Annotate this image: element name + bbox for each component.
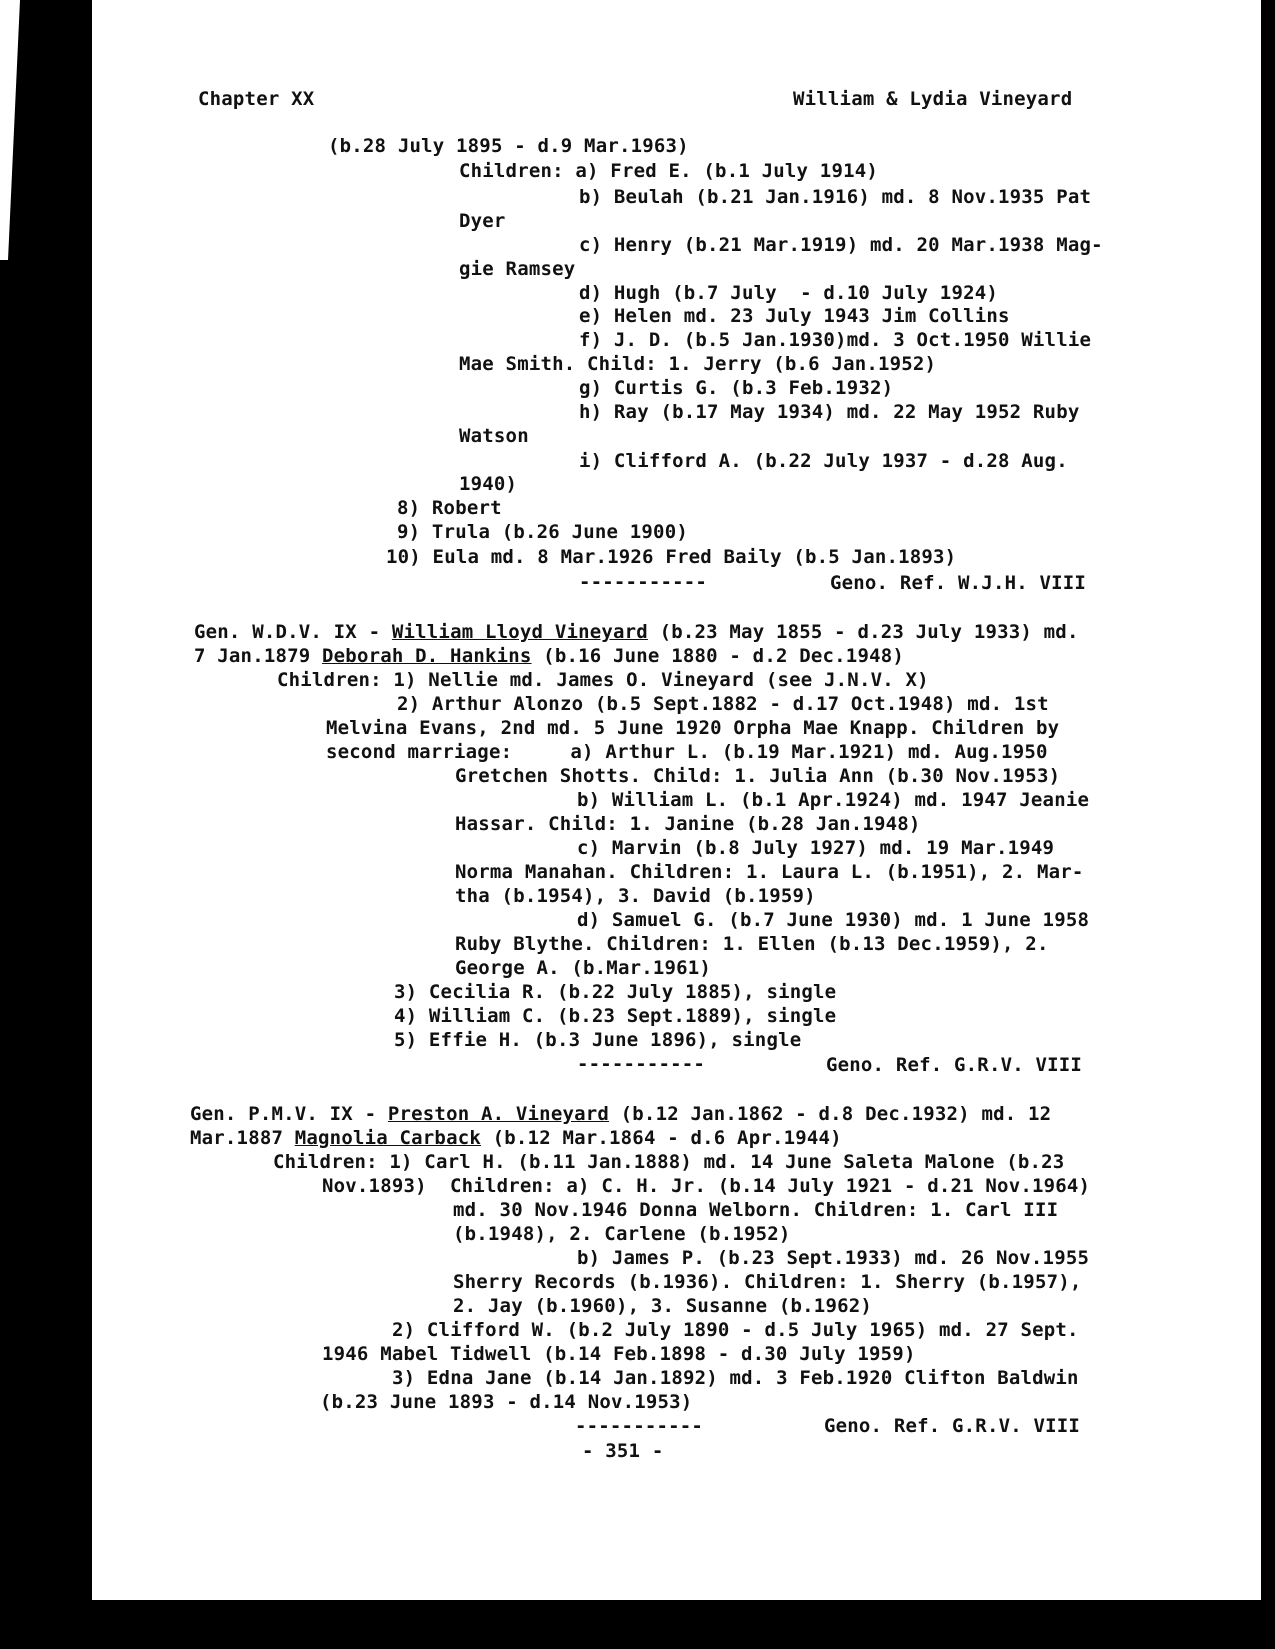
page-number: - 351 - [582, 1440, 664, 1462]
text-line: Children: 1) Carl H. (b.11 Jan.1888) md. 14 June Saleta Malone (b.23 [273, 1151, 1065, 1173]
text-line: g) Curtis G. (b.3 Feb.1932) [579, 377, 894, 399]
separator: ----------- [579, 571, 708, 593]
scan-edge-left [0, 0, 92, 1649]
text-line: 1940) [459, 473, 518, 495]
text-line: Nov.1893) Children: a) C. H. Jr. (b.14 July 1921 - d.21 Nov.1964) [322, 1175, 1091, 1197]
text-line: second marriage: a) Arthur L. (b.19 Mar.1921) md. Aug.1950 [326, 741, 1048, 763]
text-line: 10) Eula md. 8 Mar.1926 Fred Baily (b.5 Jan.1893) [386, 546, 957, 568]
text-line: Ruby Blythe. Children: 1. Ellen (b.13 Dec.1959), 2. [455, 933, 1049, 955]
spouse-dates: (b.12 Mar.1864 - d.6 Apr.1944) [481, 1127, 842, 1149]
text-line: 3) Edna Jane (b.14 Jan.1892) md. 3 Feb.1920 Clifton Baldwin [392, 1367, 1079, 1389]
text-line: Gretchen Shotts. Child: 1. Julia Ann (b.30 Nov.1953) [455, 765, 1061, 787]
scan-edge-bottom [0, 1600, 1275, 1649]
text-line: (b.28 July 1895 - d.9 Mar.1963) [328, 135, 689, 157]
spouse-name: Magnolia Carback [294, 1127, 481, 1149]
text-line: md. 30 Nov.1946 Donna Welborn. Children: 1. Carl III [453, 1199, 1059, 1221]
family-heading: William & Lydia Vineyard [793, 88, 1073, 110]
text-line: d) Samuel G. (b.7 June 1930) md. 1 June 1958 [577, 909, 1090, 931]
spouse-dates: (b.16 June 1880 - d.2 Dec.1948) [531, 645, 904, 667]
text-line: Watson [459, 425, 529, 447]
text-line: 1946 Mabel Tidwell (b.14 Feb.1898 - d.30 July 1959) [322, 1343, 916, 1365]
text-line: h) Ray (b.17 May 1934) md. 22 May 1952 Ruby [579, 401, 1080, 423]
person-name: Preston A. Vineyard [387, 1103, 610, 1125]
text-line: 4) William C. (b.23 Sept.1889), single [394, 1005, 837, 1027]
text-line: 9) Trula (b.26 June 1900) [397, 521, 688, 543]
spouse-name: Deborah D. Hankins [322, 645, 532, 667]
person-dates: (b.23 May 1855 - d.23 July 1933) md. [647, 621, 1079, 643]
marriage-date: Mar.1887 [190, 1127, 295, 1149]
entry-heading-line [194, 621, 1079, 643]
text-line: c) Henry (b.21 Mar.1919) md. 20 Mar.1938 Mag- [579, 234, 1103, 256]
text-line: Melvina Evans, 2nd md. 5 June 1920 Orpha Mae Knapp. Children by [326, 717, 1060, 739]
entry-heading-line [194, 645, 904, 667]
text-line: 2) Clifford W. (b.2 July 1890 - d.5 July 1965) md. 27 Sept. [392, 1319, 1079, 1341]
text-line: Norma Manahan. Children: 1. Laura L. (b.1951), 2. Mar- [455, 861, 1084, 883]
text-line: Sherry Records (b.1936). Children: 1. Sherry (b.1957), [453, 1271, 1082, 1293]
text-line: b) William L. (b.1 Apr.1924) md. 1947 Jeanie [577, 789, 1090, 811]
text-line: (b.1948), 2. Carlene (b.1952) [453, 1223, 791, 1245]
separator: ----------- [575, 1415, 704, 1437]
text-line: e) Helen md. 23 July 1943 Jim Collins [579, 305, 1010, 327]
generation-label: Gen. W.D.V. IX - [194, 621, 392, 643]
text-line: Hassar. Child: 1. Janine (b.28 Jan.1948) [455, 813, 921, 835]
text-line: gie Ramsey [459, 258, 576, 280]
scan-edge-right [1261, 0, 1275, 1649]
geno-reference: Geno. Ref. W.J.H. VIII [830, 572, 1087, 594]
text-line: 2. Jay (b.1960), 3. Susanne (b.1962) [453, 1295, 873, 1317]
entry-heading-line [190, 1103, 1051, 1125]
text-line: 8) Robert [397, 497, 502, 519]
text-line: i) Clifford A. (b.22 July 1937 - d.28 Aug. [579, 450, 1068, 472]
text-line: 3) Cecilia R. (b.22 July 1885), single [394, 981, 837, 1003]
text-line: b) James P. (b.23 Sept.1933) md. 26 Nov.1955 [577, 1247, 1090, 1269]
chapter-heading: Chapter XX [198, 88, 315, 110]
text-line: c) Marvin (b.8 July 1927) md. 19 Mar.1949 [577, 837, 1055, 859]
text-line: d) Hugh (b.7 July - d.10 July 1924) [579, 282, 999, 304]
text-line: tha (b.1954), 3. David (b.1959) [455, 885, 816, 907]
text-line: Children: 1) Nellie md. James O. Vineyard (see J.N.V. X) [277, 669, 929, 691]
text-line: b) Beulah (b.21 Jan.1916) md. 8 Nov.1935 Pat [579, 186, 1092, 208]
text-line: Dyer [459, 210, 506, 232]
text-line: Children: a) Fred E. (b.1 July 1914) [459, 160, 879, 182]
geno-reference: Geno. Ref. G.R.V. VIII [826, 1054, 1083, 1076]
text-line: f) J. D. (b.5 Jan.1930)md. 3 Oct.1950 Willie [579, 329, 1092, 351]
marriage-date: 7 Jan.1879 [194, 645, 323, 667]
separator: ----------- [577, 1053, 706, 1075]
text-line: George A. (b.Mar.1961) [455, 957, 712, 979]
text-line: (b.23 June 1893 - d.14 Nov.1953) [320, 1391, 693, 1413]
text-line: 5) Effie H. (b.3 June 1896), single [394, 1029, 802, 1051]
entry-heading-line [190, 1127, 842, 1149]
text-line: Mae Smith. Child: 1. Jerry (b.6 Jan.1952) [459, 353, 937, 375]
geno-reference: Geno. Ref. G.R.V. VIII [824, 1415, 1081, 1437]
person-dates: (b.12 Jan.1862 - d.8 Dec.1932) md. 12 [609, 1103, 1052, 1125]
generation-label: Gen. P.M.V. IX - [190, 1103, 388, 1125]
text-line: 2) Arthur Alonzo (b.5 Sept.1882 - d.17 Oct.1948) md. 1st [397, 693, 1049, 715]
person-name: William Lloyd Vineyard [391, 621, 648, 643]
